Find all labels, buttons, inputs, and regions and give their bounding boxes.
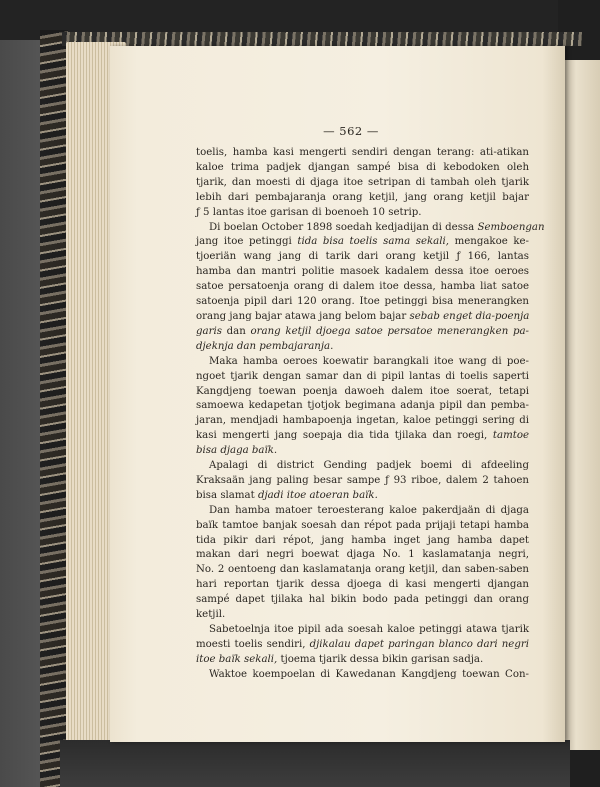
text-run: Apalagi di district Gending padjek boemi di afdeeling: [209, 460, 529, 472]
bottom-shadow: [60, 740, 570, 787]
text-line: [196, 504, 529, 519]
italic-text: djeknja dan pembajaranja.: [196, 340, 334, 352]
text-run: baïk tamtoe banjak soesah dan répot pada prijaji tetapi hamba: [196, 519, 529, 531]
italic-text: Semboengan: [477, 221, 545, 233]
text-line: [196, 161, 529, 176]
text-line: [196, 489, 529, 504]
text-line: [196, 474, 529, 489]
text-run: Dan hamba matoer teroesterang kaloe pakerdjaän di djaga: [209, 504, 529, 516]
text-run: tjoeriän wang jang di tarik dari orang ketjil ƒ 166, lantas: [196, 251, 529, 263]
text-run: jang itoe petinggi: [196, 236, 298, 248]
text-line: [196, 340, 529, 355]
page-number: — 562 —: [323, 124, 379, 138]
text-line: [196, 563, 529, 578]
text-line: [196, 295, 529, 310]
text-run: Maka hamba oeroes koewatir barangkali itoe wang di poe-: [209, 355, 529, 367]
text-line: [196, 146, 529, 161]
text-run: toelis, hamba kasi mengerti sendiri dengan terang: ati-atikan: [196, 147, 529, 158]
text-run: ngoet tjarik dengan samar dan di pipil lantas di toelis saperti: [196, 370, 529, 382]
text-line: [196, 399, 529, 414]
text-run: orang jang bajar atawa jang belom bajar: [196, 310, 410, 322]
text-line: [196, 414, 529, 429]
text-run: makan dari negri boewat djaga No. 1 kaslamatanja negri,: [196, 549, 529, 561]
text-line: [196, 548, 529, 563]
text-run: Waktoe koempoelan di Kawedanan Kangdjeng toewan Con-: [209, 668, 529, 680]
text-run: tjoema tjarik dessa bikin garisan sadja.: [277, 653, 484, 665]
text-line: [196, 221, 545, 236]
text-run: Sabetoelnja itoe pipil ada soesah kaloe petinggi atawa tjarik: [209, 624, 529, 635]
text-line: [196, 668, 529, 683]
text-run: kasi mengerti jang soepaja dia tida tjilaka dan roegi,: [196, 430, 493, 442]
text-run: tjarik, dan moesti di djaga itoe setripan di tambah oleh tjarik: [196, 176, 529, 188]
text-run: Kangdjeng toewan poenja dawoeh dalem itoe soerat, tetapi: [196, 385, 529, 397]
text-run: sampé dapet tjilaka hal bikin bodo pada petinggi dan orang: [196, 594, 529, 606]
italic-text: orang ketjil djoega satoe persatoe menerangken pa-: [250, 325, 529, 337]
text-line: [196, 444, 529, 459]
text-run: ƒ 5 lantas itoe garisan di boenoeh 10 setrip.: [196, 206, 422, 218]
italic-text: garis: [196, 325, 222, 337]
text-run: hamba dan mantri politie masoek kadalem dessa itoe oeroes: [196, 266, 529, 278]
text-line: [196, 191, 529, 206]
text-run: No. 2 oentoeng dan kaslamatanja orang ketjil, dan saben-saben: [196, 564, 529, 576]
text-line: [196, 206, 529, 221]
text-line: [196, 608, 529, 623]
text-line: [196, 593, 529, 608]
next-page-edge: [560, 60, 600, 750]
text-line: [196, 578, 529, 593]
text-line: [196, 638, 529, 653]
text-line: [196, 385, 529, 400]
italic-text: tida bisa toelis sama sekali,: [297, 236, 449, 248]
text-run: kaloe trima padjek djangan sampé bisa di kebodoken oleh: [196, 161, 529, 173]
text-run: Kraksaän jang paling besar sampe ƒ 93 riboe, dalem 2 tahoen: [196, 474, 529, 486]
text-line: [196, 429, 529, 444]
text-line: [196, 310, 529, 325]
text-run: ketjil.: [196, 609, 226, 621]
text-run: bisa slamat: [196, 489, 258, 501]
book-top-edge: [62, 32, 582, 46]
text-run: Di boelan October 1898 soedah kedjadijan di dessa: [209, 221, 478, 233]
text-run: moesti toelis sendiri,: [196, 638, 310, 650]
italic-text: tamtoe: [492, 430, 529, 442]
text-run: tida pikir dari répot, jang hamba inget jang hamba dapet: [196, 534, 529, 546]
italic-text: djadi itoe atoeran baïk.: [257, 489, 378, 501]
text-line: [196, 623, 529, 638]
italic-text: bisa djaga baïk.: [196, 445, 278, 457]
text-run: lebih dari pembajaranja orang ketjil, jang orang ketjil bajar: [196, 191, 529, 203]
italic-text: sebab enget dia-poenja: [409, 310, 530, 322]
text-line: [196, 519, 529, 534]
text-run: jaran, mendjadi hambapoenja ingetan, kaloe petinggi sering di: [196, 415, 529, 427]
text-run: satoenja pipil dari 120 orang. Itoe petinggi bisa menerangken: [196, 296, 529, 308]
text-line: [196, 653, 529, 668]
text-line: [196, 265, 529, 280]
italic-text: itoe baïk sekali,: [196, 653, 278, 665]
text-line: [196, 325, 529, 340]
text-run: mengakoe ke-: [449, 236, 529, 248]
book-binding: [40, 30, 68, 787]
italic-text: djikalau dapet paringan blanco dari negri: [309, 638, 529, 650]
text-line: [196, 250, 529, 265]
text-line: [196, 355, 529, 370]
text-line: [196, 235, 529, 250]
text-run: satoe persatoenja orang di dalem itoe dessa, hamba liat satoe: [196, 281, 529, 293]
text-run: samoewa kedapetan tjotjok begimana adanja pipil dan pemba-: [196, 400, 529, 412]
text-line: [196, 459, 529, 474]
text-line: [196, 176, 529, 191]
page-body-text: [196, 146, 545, 683]
text-line: [196, 534, 529, 549]
text-run: dan: [221, 325, 251, 337]
text-run: hari reportan tjarik dessa djoega di kasi mengerti djangan: [196, 579, 529, 591]
text-line: [196, 370, 529, 385]
text-line: [196, 280, 529, 295]
